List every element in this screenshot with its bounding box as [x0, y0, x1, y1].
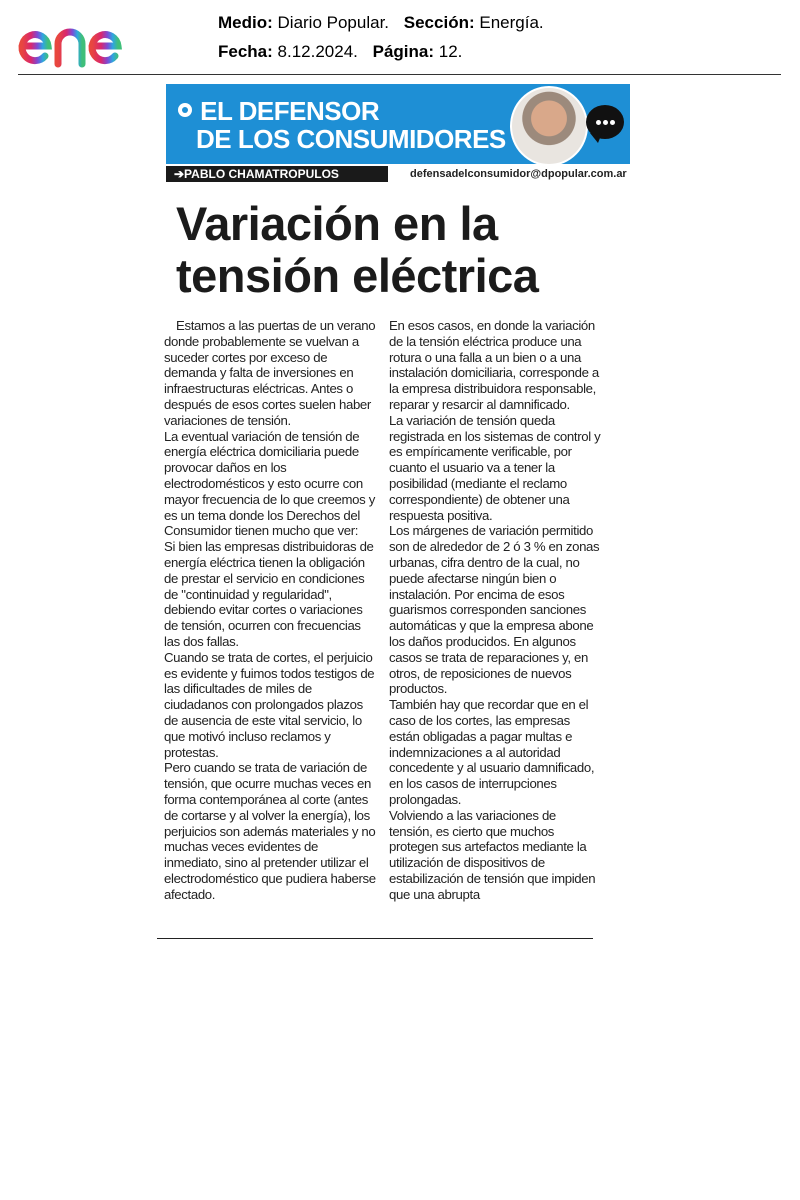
author-photo	[510, 86, 588, 166]
article-column-left	[164, 318, 376, 902]
paragraph: Pero cuando se trata de variación de tensión, que ocurre muchas veces en forma contemporánea al corte (antes de cortarse y al volver la energía), los perjuicios son además materiales y no muchas veces evidentes de inmediato, sino al pretender utilizar el electrodoméstico que pudiera haberse afectado.	[164, 760, 376, 902]
paragraph: La variación de tensión queda registrada en los sistemas de control y es empíricamente verificable, por cuanto el usuario va a tener la posibilidad (mediante el reclamo correspondiente) de obtener una respuesta positiva.	[389, 412, 601, 523]
medio-value: Diario Popular.	[277, 13, 390, 32]
paragraph: También hay que recordar que en el caso de los cortes, las empresas están obligadas a pagar multas e indemnizaciones a al autoridad concedente y al usuario damnificado, en los casos de interrupciones prolongadas.	[389, 697, 595, 807]
paragraph: La eventual variación de tensión de energía eléctrica domiciliaria puede provocar daños en los electrodomésticos y esto ocurre con mayor frecuencia de lo que creemos y es un tema donde los Derechos del Consumidor tienen mucho que ver:	[164, 428, 375, 539]
fecha-value: 8.12.2024.	[277, 42, 358, 61]
chat-bubble-icon	[586, 105, 624, 139]
contact-email: defensadelconsumidor@dpopular.com.ar	[410, 168, 627, 180]
seccion-label: Sección:	[403, 13, 475, 32]
article-column-right	[389, 318, 601, 902]
fecha-line	[218, 37, 544, 66]
paragraph: Volviendo a las variaciones de tensión, es cierto que muchos protegen sus artefactos mediante la utilización de dispositivos de estabilización de tensión que impiden que una abrupta	[389, 807, 596, 902]
header-divider	[18, 74, 781, 75]
column-title-line1: EL DEFENSOR	[200, 96, 380, 126]
paragraph: Si bien las empresas distribuidoras de energía eléctrica tienen la obligación de prestar el servicio en condiciones de "continuidad y regularidad", debiendo evitar cortes o variaciones de tensión, ocurren con frecuencias las dos fallas.	[164, 539, 374, 649]
enel-logo	[14, 8, 174, 70]
article-headline: Variación en la tensión eléctrica	[176, 197, 539, 302]
pagina-value: 12.	[438, 42, 463, 61]
medio-line	[218, 8, 544, 37]
paragraph: Estamos a las puertas de un verano donde probablemente se vuelvan a suceder cortes por exceso de demanda y falta de inversiones en infraestructuras eléctricas. Antes o después de esos cortes suelen haber variaciones de tensión.	[164, 318, 376, 428]
seccion-value: Energía.	[479, 13, 544, 32]
paragraph: Cuando se trata de cortes, el perjuicio es evidente y fuimos todos testigos de las dificultades de miles de ciudadanos con prolongados plazos de ausencia de este vital servicio, lo que motivó incluso reclamos y protestas.	[164, 649, 375, 760]
clipping-divider	[157, 938, 593, 939]
paragraph: Los márgenes de variación permitido son de alrededor de 2 ó 3 % en zonas urbanas, cifra dentro de la cual, no puede afectarse ningún bien o instalación. Por encima de esos guarismos corresponden sanciones automáticas y que la empresa abone los daños producidos. En algunos casos se trata de reparaciones y, en otros, de reposiciones de nuevos productos.	[389, 523, 600, 697]
pagina-label: Página:	[372, 42, 435, 61]
source-metadata	[218, 8, 544, 66]
medio-label: Medio:	[218, 13, 273, 32]
column-title-line2: DE LOS CONSUMIDORES	[196, 124, 506, 154]
paragraph: En esos casos, en donde la variación de la tensión eléctrica produce una rotura o una falla a un bien o a una instalación domiciliaria, corresponde a la empresa distribuidora responsable, reparar y resarcir al damnificado.	[389, 318, 599, 412]
author-byline: ➔PABLO CHAMATROPULOS	[166, 166, 388, 182]
fecha-label: Fecha:	[218, 42, 273, 61]
